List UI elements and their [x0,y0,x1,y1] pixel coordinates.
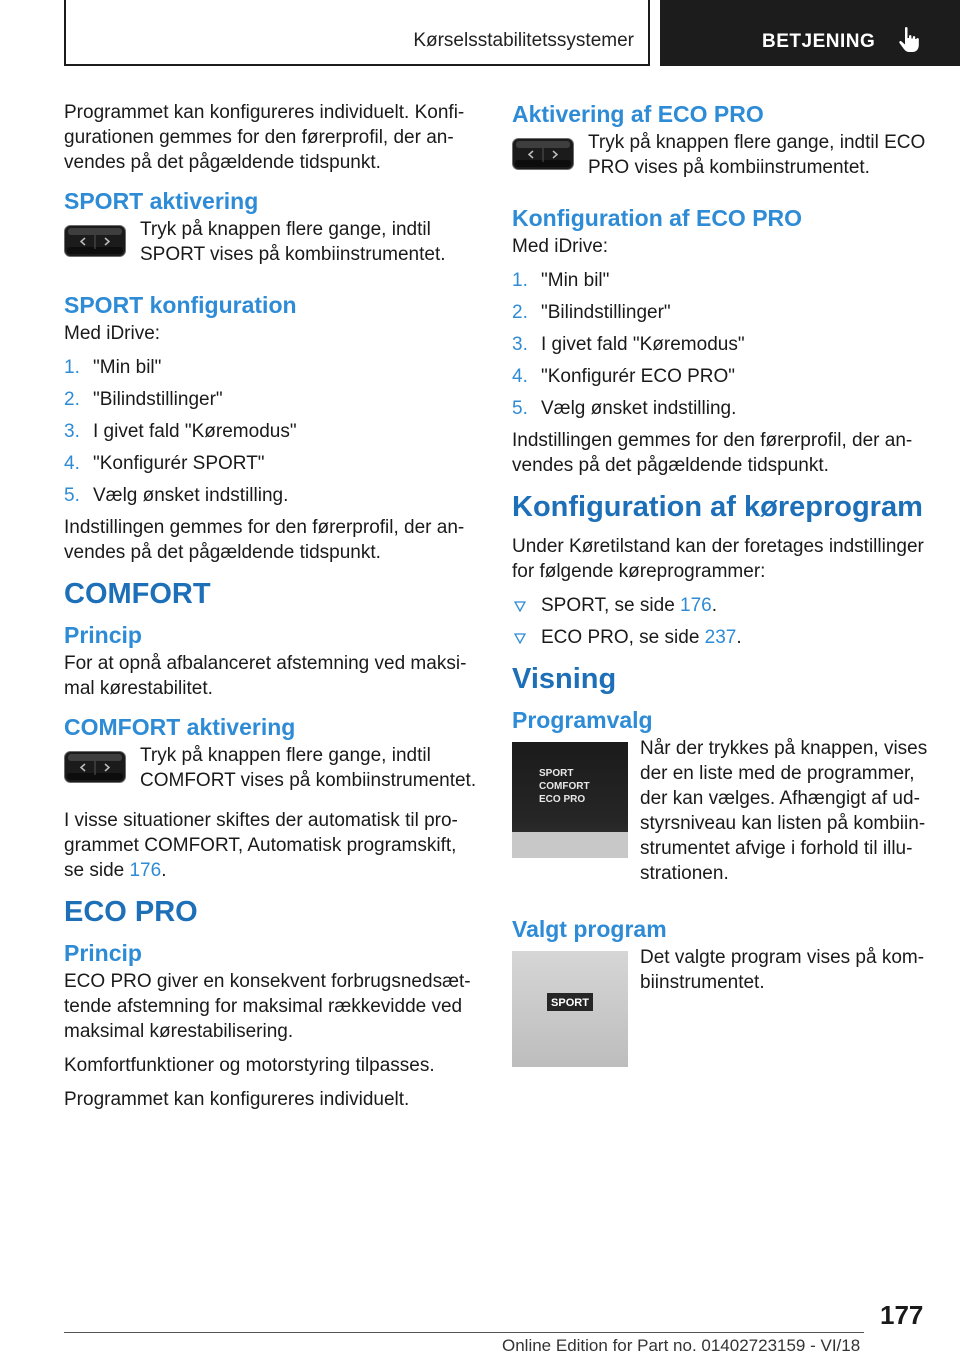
eco-principle-text: ECO PRO giver en konsekvent forbrugsnedsættende afstemning for maksimal rækkevidde ved maksimal kørestabilisering. [64,971,471,1042]
eco-config-steps [512,268,932,421]
chapter-title: BETJENING [762,31,876,52]
header-section-box [64,0,650,66]
comfort-activation-heading: COMFORT aktivering [64,714,296,740]
list-item: 5. Vælg ønsket indstilling. [64,485,289,506]
sport-config-heading: SPORT konfiguration [64,292,297,318]
list-item: 4. "Konfigurér SPORT" [64,453,265,474]
page-link[interactable]: 176 [129,860,162,881]
program-select-heading: Programvalg [512,707,653,733]
eco-config-idrive: Med iDrive: [512,236,609,257]
page-number: 177 [880,1300,924,1330]
sport-config-steps [64,355,478,508]
program-config-heading: Konfiguration af køreprogram [512,491,923,523]
selected-program-label: SPORT [551,997,589,1009]
pointing-hand-icon [896,26,922,54]
list-item: 3. I givet fald "Køremodus" [64,421,297,442]
sport-config-idrive: Med iDrive: [64,323,161,344]
program-list [512,593,932,650]
footer-divider [64,1332,864,1333]
comfort-principle-heading: Princip [64,622,142,648]
list-item: 2. "Bilindstillinger" [512,302,671,323]
eco-heading: ECO PRO [64,896,198,928]
footer-edition: Online Edition for Part no. 01402723159 - VI/18 [502,1336,861,1355]
page-link[interactable]: 176 [680,595,712,616]
program-list-display-figure [512,742,628,858]
sport-activation-heading: SPORT aktivering [64,188,259,214]
selected-program-heading: Valgt program [512,916,667,942]
eco-activation-heading: Aktivering af ECO PRO [512,101,764,127]
list-item: 4. "Konfigurér ECO PRO" [512,366,736,387]
eco-comfort-text: Komfortfunktioner og motorstyring tilpasses. [64,1055,435,1076]
comfort-activation-text: Tryk på knappen flere gange, indtil COMFORT vises på kombiinstrumentet. [140,745,477,791]
triangle-bullet-icon [514,633,526,644]
comfort-heading: COMFORT [64,578,211,610]
eco-config-saved: Indstillingen gemmes for den førerprofil, der anvendes på det pågældende tidspunkt. [512,430,913,476]
page-link[interactable]: 237 [704,627,737,648]
display-option: ECO PRO [539,794,586,805]
section-title: Kørselsstabilitetssystemer [413,30,634,51]
sport-activation-text: Tryk på knappen flere gange, indtil SPORT vises på kombiinstrumentet. [140,219,446,265]
list-item: 1. "Min bil" [64,357,162,378]
display-option: SPORT [539,768,574,779]
selected-program-text: Det valgte program vises på kombiinstrumentet. [640,947,925,993]
list-item: 1. "Min bil" [512,270,610,291]
program-config-text: Under Køretilstand kan der foretages indstillinger for følgende køreprogrammer: [512,536,924,582]
list-item: 5. Vælg ønsket indstilling. [512,398,737,419]
triangle-bullet-icon [514,601,526,612]
list-item: SPORT, se side 176. [512,593,932,618]
eco-config-heading: Konfiguration af ECO PRO [512,205,803,231]
intro-paragraph: Programmet kan konfigureres individuelt. Konfigurationen gemmes for den førerprofil, der anvendes på det pågældende tidspunkt. [64,102,465,173]
program-select-text: Når der trykkes på knappen, vises der en liste med de programmer, der kan vælges. Afhængigt af udstyrsniveau kan listen på kombiinstrumentet afvige i forhold til illustrationen. [640,738,928,884]
right-column [512,100,932,1071]
list-item: ECO PRO, se side 237. [512,625,932,650]
drive-mode-button-figure [512,138,574,170]
eco-config-text: Programmet kan konfigureres individuelt. [64,1089,410,1110]
header-chapter-tab[interactable] [660,0,960,66]
selected-program-display-figure [512,951,628,1067]
display-heading: Visning [512,663,617,695]
display-option: COMFORT [539,781,590,792]
comfort-auto-text: I visse situationer skiftes der automatisk til programmet COMFORT, Automatisk programskift, se side 176. [64,810,458,881]
drive-mode-button-figure [64,225,126,257]
sport-config-saved: Indstillingen gemmes for den førerprofil, der anvendes på det pågældende tidspunkt. [64,517,465,563]
list-item: 2. "Bilindstillinger" [64,389,223,410]
left-column [64,100,478,1121]
eco-principle-heading: Princip [64,940,142,966]
drive-mode-button-figure [64,751,126,783]
comfort-principle-text: For at opnå afbalanceret afstemning ved maksimal kørestabilitet. [64,653,467,699]
eco-activation-text: Tryk på knappen flere gange, indtil ECO PRO vises på kombiinstrumentet. [588,132,926,178]
list-item: 3. I givet fald "Køremodus" [512,334,745,355]
